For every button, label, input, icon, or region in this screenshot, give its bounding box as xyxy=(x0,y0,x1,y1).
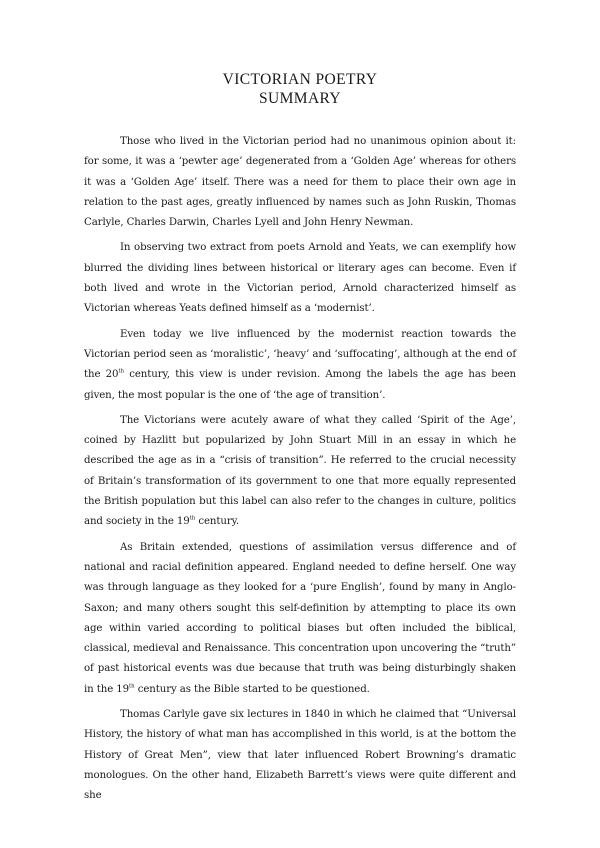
paragraph-text: As Britain extended, questions of assimilation versus difference and of national and racial definition appeared. England needed to define herself. One way was through language as they looked for a ‘pure English’, found by many in Anglo-Saxon; and many others sought this self-definition by attempting to place its own age within varied according to political biases but often included the biblical, classical, medieval and Renaissance. This concentration upon uncovering the “truth” of past historical events was due because that truth was being disturbingly shaken in the 19 xyxy=(84,541,516,695)
title-line-2: SUMMARY xyxy=(258,90,342,107)
paragraph-1 xyxy=(84,132,516,233)
ordinal-superscript: th xyxy=(189,515,196,522)
paragraph-6 xyxy=(84,705,516,806)
document-page xyxy=(84,70,516,812)
paragraph-text: Those who lived in the Victorian period had no unanimous opinion about it: for some, it was a ‘pewter age’ degenerated from a ‘Golden Age’ whereas for others it was a ‘Golden Age’ itself. There was a need for them to place their own age in relation to the past ages, greatly influenced by names such as John Ruskin, Thomas Carlyle, Charles Darwin, Charles Lyell and John Henry Newman. xyxy=(84,136,516,229)
paragraph-text: Even today we live influenced by the modernist reaction towards the Victorian period seen as ‘moralistic’, ‘heavy’ and ‘suffocating’, although at the end of the 20 xyxy=(84,328,516,381)
page-title xyxy=(84,70,516,108)
paragraph-2 xyxy=(84,238,516,319)
paragraph-text: century, this view is under revision. Among the labels the age has been given, the most popular is the one of ‘the age of transition’. xyxy=(84,369,516,401)
paragraph-text: century as the Bible started to be questioned. xyxy=(134,683,370,695)
paragraph-text: Thomas Carlyle gave six lectures in 1840 in which he claimed that “Universal History, the history of what man has accomplished in this world, is at the bottom the History of Great Men”, view that later influenced Robert Browning’s dramatic monologues. On the other hand, Elizabeth Barrett’s views were quite different and she xyxy=(84,709,516,802)
paragraph-text: The Victorians were acutely aware of what they called ‘Spirit of the Age’, coined by Hazlitt but popularized by John Stuart Mill in an essay in which he described the age as in a “crisis of transition”. He referred to the crucial necessity of Britain’s transformation of its government to one that more equally represented the British population but this label can also refer to the changes in culture, politics and society in the 19 xyxy=(84,414,516,528)
ordinal-superscript: th xyxy=(129,683,135,690)
paragraph-text: In observing two extract from poets Arnold and Yeats, we can exemplify how blurred the dividing lines between historical or literary ages can become. Even if both lived and wrote in the Victorian period, Arnold characterized himself as Victorian whereas Yeats defined himself as a ‘modernist’. xyxy=(84,242,516,315)
paragraph-4 xyxy=(84,411,516,533)
paragraph-text: century. xyxy=(195,516,240,528)
paragraph-3 xyxy=(84,325,516,406)
paragraph-5 xyxy=(84,538,516,700)
title-line-1: VICTORIAN POETRY xyxy=(222,71,378,88)
ordinal-superscript: th xyxy=(118,368,124,375)
